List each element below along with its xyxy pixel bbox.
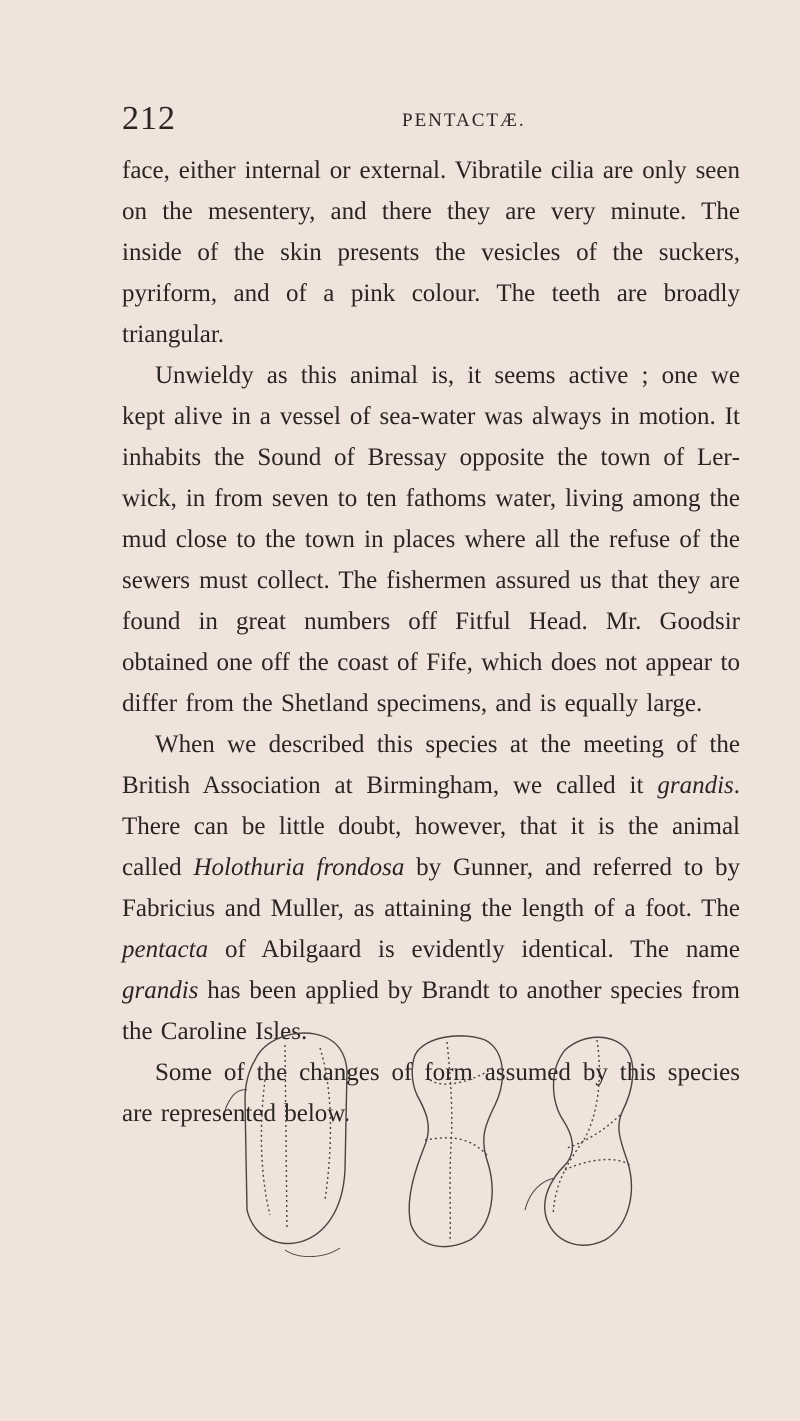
- page-header: [122, 100, 740, 140]
- italic-term: grandis: [657, 772, 734, 799]
- italic-term: Holothuria frondosa: [193, 854, 405, 881]
- text-run: of Abilgaard is evidently identical. The name: [208, 936, 740, 963]
- page-number: 212: [122, 100, 176, 137]
- italic-term: pentacta: [122, 936, 209, 963]
- text-run: by Gunner, and referred to by Fabricius and Muller, as attaining the length of a foot. The: [122, 854, 740, 922]
- figure-left: [225, 1033, 347, 1257]
- text-run: face, either internal or external. Vibratile cilia are only seen on the mesentery, and there they are very minute. The inside of the skin presents the vesicles of the suckers, pyriform, and of a pink colour. The teeth are broadly triangular.: [122, 157, 740, 348]
- figure-right: [525, 1037, 633, 1245]
- figure-illustration: [225, 1020, 665, 1285]
- figure-middle: [409, 1036, 502, 1247]
- illustration-drawing: [225, 1020, 665, 1285]
- running-head: PENTACTÆ.: [402, 110, 526, 131]
- text-run: Some of the changes of form assumed by this species are represented below.: [122, 1059, 740, 1127]
- paragraph-p3: [122, 724, 740, 1052]
- text-run: has been applied by Brandt to another species from the Caroline Isles.: [122, 977, 740, 1045]
- text-run: When we described this species at the meeting of the British Association at Birmingham, we called it: [122, 731, 740, 799]
- text-run: Unwieldy as this animal is, it seems active ; one we kept alive in a vessel of sea-water was always in motion. It inhabits the Sound of Bressay opposite the town of Lerwick, in from seven to ten fathoms water, living among the mud close to the town in places where all the refuse of the sewers must collect. The fishermen assured us that they are found in great numbers off Fitful Head. Mr. Goodsir obtained one off the coast of Fife, which does not appear to differ from the Shetland specimens, and is equally large.: [122, 362, 740, 717]
- paragraph-p1: [122, 150, 740, 355]
- paragraph-p2: [122, 355, 740, 724]
- italic-term: grandis: [122, 977, 199, 1004]
- text-run: . There can be little doubt, however, that it is the animal called: [122, 772, 740, 881]
- body-text: [122, 150, 740, 1134]
